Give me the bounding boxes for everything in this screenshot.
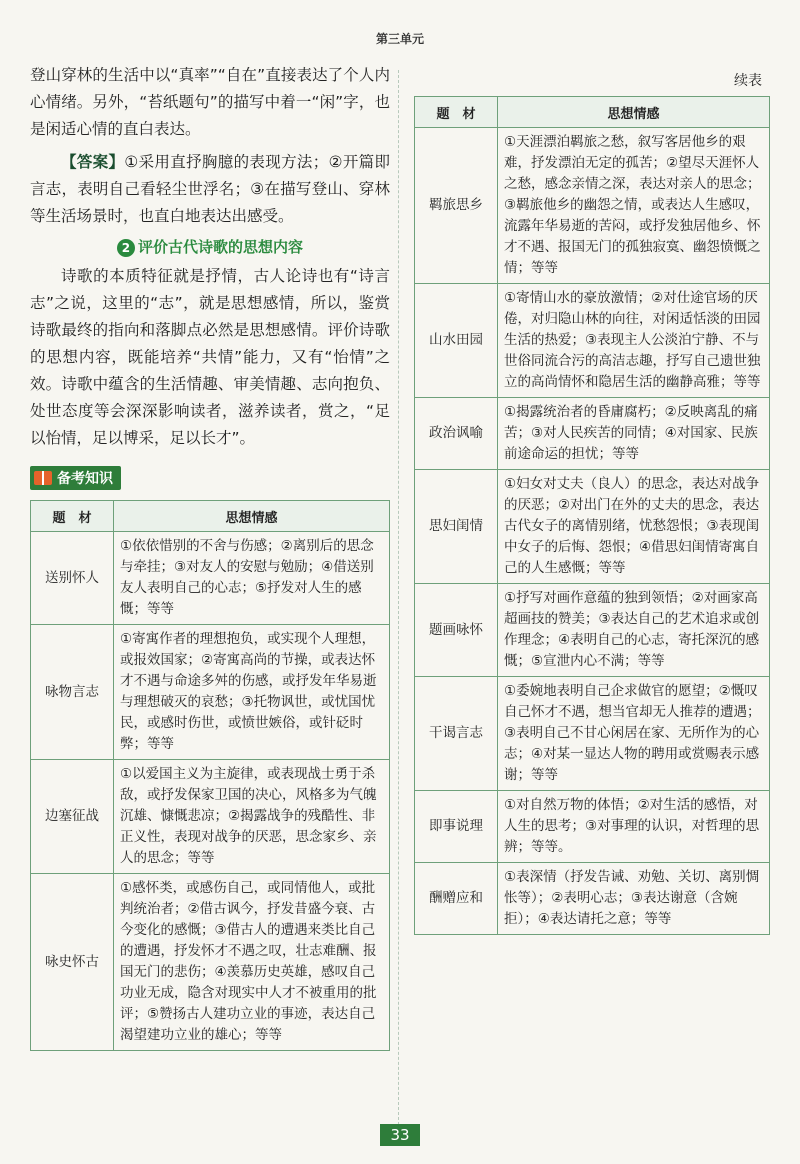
table-row bbox=[31, 760, 390, 874]
table-row bbox=[415, 791, 770, 863]
answer-tag: 【答案】 bbox=[61, 153, 125, 171]
table-row bbox=[31, 874, 390, 1051]
right-column bbox=[414, 62, 770, 935]
table-left bbox=[30, 500, 390, 1051]
header-topic: 题 材 bbox=[415, 97, 498, 128]
table-row bbox=[415, 398, 770, 470]
topic-cell: 送别怀人 bbox=[31, 532, 114, 625]
body-paragraph: 诗歌的本质特征就是抒情，古人论诗也有“诗言志”之说，这里的“志”，就是思想感情，所以，鉴赏诗歌最终的指向和落脚点必然是思想感情。评价诗歌的思想内容，既能培养“共情”能力，又有“怡情”之效。诗歌中蕴含的生活情趣、审美情趣、志向抱负、处世态度等会深深影响读者，滋养读者，赏之，“足以怡情，足以博采，足以长才”。 bbox=[30, 267, 390, 447]
answer-text: ①采用直抒胸臆的表现方法；②开篇即言志，表明自己看轻尘世浮名；③在描写登山、穿林等生活场景时，也直白地表达出感受。 bbox=[30, 153, 390, 225]
table-row bbox=[31, 625, 390, 760]
emotion-cell: ①委婉地表明自己企求做官的愿望；②慨叹自己怀才不遇，想当官却无人推荐的遭遇；③表明自己不甘心闲居在家、无所作为的心志；④对某一显达人物的聘用或赏赐表示感谢；等等 bbox=[498, 677, 770, 791]
knowledge-banner bbox=[30, 466, 121, 490]
table-right bbox=[414, 96, 770, 935]
table-row bbox=[415, 863, 770, 935]
continued-label: 续表 bbox=[734, 73, 762, 89]
emotion-cell: ①以爱国主义为主旋律，或表现战士勇于杀敌，或抒发保家卫国的决心，风格多为气魄沉雄、慷慨悲凉；②揭露战争的残酷性、非正义性，表现对战争的厌恶，思念家乡、亲人的思念；等等 bbox=[114, 760, 390, 874]
topic-cell: 即事说理 bbox=[415, 791, 498, 863]
topic-cell: 边塞征战 bbox=[31, 760, 114, 874]
topic-cell: 羁旅思乡 bbox=[415, 128, 498, 284]
left-column bbox=[30, 62, 390, 1051]
column-divider bbox=[398, 70, 399, 1130]
answer-paragraph bbox=[30, 149, 390, 230]
table-row bbox=[415, 470, 770, 584]
topic-cell: 酬赠应和 bbox=[415, 863, 498, 935]
section-title: 评价古代诗歌的思想内容 bbox=[137, 238, 303, 256]
emotion-cell: ①寄寓作者的理想抱负，或实现个人理想，或报效国家；②寄寓高尚的节操，或表达怀才不遇与命途多舛的伤感，或抒发年华易逝与理想破灭的哀愁；③托物讽世，或忧国忧民，或感时伤世，或愤世嫉俗，或针砭时弊；等等 bbox=[114, 625, 390, 760]
emotion-cell: ①妇女对丈夫（良人）的思念，表达对战争的厌恶；②对出门在外的丈夫的思念，表达古代女子的离情别绪，忧愁怨恨；③表现闺中女子的后悔、怨恨；④借思妇闺情寄寓自己的人生感慨；等等 bbox=[498, 470, 770, 584]
table-row bbox=[415, 677, 770, 791]
page-number: 33 bbox=[380, 1124, 420, 1146]
topic-cell: 咏史怀古 bbox=[31, 874, 114, 1051]
emotion-cell: ①天涯漂泊羁旅之愁，叙写客居他乡的艰难，抒发漂泊无定的孤苦；②望尽天涯怀人之愁，感念亲情之深，表达对亲人的思念；③羁旅他乡的幽怨之情，或表达人生感叹，流露年华易逝的苦闷，或抒发独居他乡、怀才不遇、报国无门的孤独寂寞、幽怨愤慨之情；等等 bbox=[498, 128, 770, 284]
table-row bbox=[31, 532, 390, 625]
topic-cell: 题画咏怀 bbox=[415, 584, 498, 677]
header-emotion: 思想情感 bbox=[498, 97, 770, 128]
topic-cell: 干谒言志 bbox=[415, 677, 498, 791]
topic-cell: 山水田园 bbox=[415, 284, 498, 398]
intro-paragraph: 登山穿林的生活中以“真率”“自在”直接表达了个人内心情绪。另外，“苔纸题句”的描写中着一“闲”字，也是闲适心情的直白表达。 bbox=[30, 66, 390, 138]
emotion-cell: ①依依惜别的不舍与伤感；②离别后的思念与牵挂；③对友人的安慰与勉励；④借送别友人表明自己的心志；⑤抒发对人生的感慨；等等 bbox=[114, 532, 390, 625]
header-topic: 题 材 bbox=[31, 501, 114, 532]
topic-cell: 政治讽喻 bbox=[415, 398, 498, 470]
emotion-cell: ①感怀类，或感伤自己，或同情他人，或批判统治者；②借古讽今，抒发昔盛今衰、古今变化的感慨；③借古人的遭遇来类比自己的遭遇，抒发怀才不遇之叹，壮志难酬、报国无门的悲伤；④羡慕历史英雄，感叹自己功业无成，隐含对现实中人才不被重用的批评；⑤赞扬古人建功立业的事迹，表达自己渴望建功立业的雄心；等等 bbox=[114, 874, 390, 1051]
emotion-cell: ①抒写对画作意蕴的独到领悟；②对画家高超画技的赞美；③表达自己的艺术追求或创作理念；④表明自己的心志，寄托深沉的感慨；⑤宣泄内心不满；等等 bbox=[498, 584, 770, 677]
unit-label: 第三单元 bbox=[375, 32, 424, 46]
topic-cell: 思妇闺情 bbox=[415, 470, 498, 584]
table-row bbox=[415, 128, 770, 284]
header-emotion: 思想情感 bbox=[114, 501, 390, 532]
emotion-cell: ①揭露统治者的昏庸腐朽；②反映离乱的痛苦；③对人民疾苦的同情；④对国家、民族前途命运的担忧；等等 bbox=[498, 398, 770, 470]
table-row bbox=[415, 584, 770, 677]
section-number: 2 bbox=[117, 239, 135, 257]
emotion-cell: ①对自然万物的体悟；②对生活的感悟，对人生的思考；③对事理的认识，对哲理的思辨；等等。 bbox=[498, 791, 770, 863]
table-row bbox=[415, 284, 770, 398]
book-icon bbox=[34, 471, 52, 485]
knowledge-label: 备考知识 bbox=[57, 471, 113, 487]
emotion-cell: ①寄情山水的豪放激情；②对仕途官场的厌倦，对归隐山林的向往，对闲适恬淡的田园生活的热爱；③表现主人公淡泊宁静、不与世俗同流合污的高洁志趣，抒写自己遗世独立的高尚情怀和隐居生活的幽静高雅；等等 bbox=[498, 284, 770, 398]
section-heading bbox=[30, 236, 390, 257]
topic-cell: 咏物言志 bbox=[31, 625, 114, 760]
emotion-cell: ①表深情（抒发告诫、劝勉、关切、离别惆怅等）；②表明心志；③表达谢意（含婉拒）；④表达请托之意；等等 bbox=[498, 863, 770, 935]
